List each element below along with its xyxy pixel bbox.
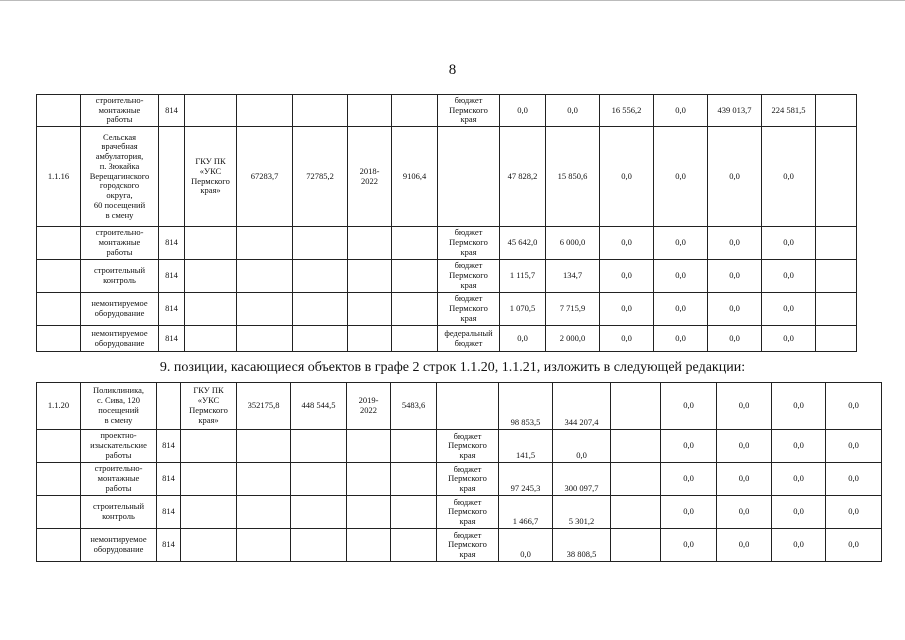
table-cell (157, 383, 181, 430)
table-cell: 0,0 (826, 430, 882, 463)
table-cell: 0,0 (661, 383, 717, 430)
table-cell (391, 496, 437, 529)
table-cell (816, 260, 857, 293)
table-cell: 0,0 (826, 496, 882, 529)
table-cell: 0,0 (708, 293, 762, 326)
table-cell: 814 (159, 260, 185, 293)
table-cell: 2 000,0 (546, 326, 600, 352)
table-cell (237, 227, 293, 260)
table-cell: 448 544,5 (291, 383, 347, 430)
table-cell: 352175,8 (237, 383, 291, 430)
table-cell (37, 326, 81, 352)
table-cell: бюджет Пермского края (438, 227, 500, 260)
table-cell: 814 (159, 95, 185, 127)
table-cell (291, 430, 347, 463)
table-cell (347, 430, 391, 463)
page-number: 8 (448, 62, 457, 78)
table-cell: 1 466,7 (499, 496, 553, 529)
table-cell: Поликлиника, с. Сива, 120 посещений в смену (81, 383, 157, 430)
table-cell: 97 245,3 (499, 463, 553, 496)
table-cell (185, 293, 237, 326)
table-cell (291, 529, 347, 562)
table-cell (347, 496, 391, 529)
table-cell (237, 430, 291, 463)
table-cell: 0,0 (600, 227, 654, 260)
table-cell: 814 (157, 430, 181, 463)
table-cell (293, 293, 348, 326)
table-cell: 0,0 (708, 326, 762, 352)
table-cell: строительно- монтажные работы (81, 463, 157, 496)
table-cell (392, 260, 438, 293)
table-cell: 0,0 (826, 383, 882, 430)
table-cell (816, 293, 857, 326)
table-cell (237, 463, 291, 496)
table-cell: 2019- 2022 (347, 383, 391, 430)
table-row (37, 227, 857, 260)
table-cell: 0,0 (708, 260, 762, 293)
table-row (37, 260, 857, 293)
table-cell (611, 496, 661, 529)
table-cell: 0,0 (661, 463, 717, 496)
table-cell (237, 496, 291, 529)
table-cell: 439 013,7 (708, 95, 762, 127)
table-cell: 0,0 (717, 463, 772, 496)
table-cell (391, 529, 437, 562)
table-cell (348, 326, 392, 352)
table-cell (181, 430, 237, 463)
table-row (37, 293, 857, 326)
table-cell: 1 115,7 (500, 260, 546, 293)
table-cell (181, 463, 237, 496)
table-cell: 7 715,9 (546, 293, 600, 326)
table-cell (816, 127, 857, 227)
table-cell: 814 (159, 326, 185, 352)
table-cell (348, 95, 392, 127)
table-cell (237, 293, 293, 326)
table-cell (348, 293, 392, 326)
table-cell (237, 260, 293, 293)
table-cell: 72785,2 (293, 127, 348, 227)
table-cell (816, 227, 857, 260)
table-cell: 0,0 (500, 95, 546, 127)
table-cell: 0,0 (717, 529, 772, 562)
table-cell: 0,0 (600, 127, 654, 227)
table-cell (37, 496, 81, 529)
table-cell: 0,0 (772, 529, 826, 562)
table-cell: 814 (159, 293, 185, 326)
table-cell: 0,0 (546, 95, 600, 127)
table-cell: 0,0 (762, 127, 816, 227)
table-cell (291, 463, 347, 496)
table-cell: 0,0 (826, 463, 882, 496)
table-cell (37, 260, 81, 293)
table-cell (185, 227, 237, 260)
table-cell: 0,0 (772, 430, 826, 463)
section-heading: 9. позиции, касающиеся объектов в графе 2 строк 1.1.20, 1.1.21, изложить в следующей редакции: (159, 360, 746, 375)
table-cell: 814 (157, 496, 181, 529)
table-cell (37, 463, 81, 496)
table-cell: 0,0 (600, 293, 654, 326)
table-row (37, 127, 857, 227)
table-cell: 814 (159, 227, 185, 260)
table-cell (816, 326, 857, 352)
table-cell: 814 (157, 463, 181, 496)
table-cell: 224 581,5 (762, 95, 816, 127)
table-cell: 16 556,2 (600, 95, 654, 127)
table-cell (347, 463, 391, 496)
table-cell (392, 227, 438, 260)
table-cell (237, 529, 291, 562)
table-cell (37, 293, 81, 326)
table-cell: немонтируемое оборудование (81, 326, 159, 352)
table-cell (611, 383, 661, 430)
table-cell: 0,0 (600, 326, 654, 352)
table-cell (438, 127, 500, 227)
table-cell: 0,0 (654, 293, 708, 326)
table-cell: бюджет Пермского края (438, 260, 500, 293)
table-cell: 0,0 (654, 227, 708, 260)
table-cell: бюджет Пермского края (437, 496, 499, 529)
table-cell (181, 529, 237, 562)
table-cell: бюджет Пермского края (437, 529, 499, 562)
table-cell: 5 301,2 (553, 496, 611, 529)
table-cell: 0,0 (661, 529, 717, 562)
table-cell (291, 496, 347, 529)
table-cell: 0,0 (661, 430, 717, 463)
table-cell (816, 95, 857, 127)
table-cell: 134,7 (546, 260, 600, 293)
table-cell: 0,0 (762, 260, 816, 293)
table-cell: 45 642,0 (500, 227, 546, 260)
table-cell: 2018- 2022 (348, 127, 392, 227)
table-cell: 0,0 (826, 529, 882, 562)
table-cell: 67283,7 (237, 127, 293, 227)
table-cell (237, 95, 293, 127)
table-cell (293, 326, 348, 352)
table-cell (347, 529, 391, 562)
table-cell: 0,0 (654, 326, 708, 352)
table-cell (159, 127, 185, 227)
table-cell: 0,0 (661, 496, 717, 529)
table-cell (181, 496, 237, 529)
table-cell: ГКУ ПК «УКС Пермского края» (181, 383, 237, 430)
table-cell: 0,0 (717, 383, 772, 430)
table-cell: 141,5 (499, 430, 553, 463)
table-cell: 1 070,5 (500, 293, 546, 326)
table-cell (611, 463, 661, 496)
table-cell: строительный контроль (81, 496, 157, 529)
table-row (37, 326, 857, 352)
table-cell (37, 95, 81, 127)
table-cell: бюджет Пермского края (437, 463, 499, 496)
table-cell: 0,0 (654, 95, 708, 127)
table-cell: 47 828,2 (500, 127, 546, 227)
table-row (37, 430, 882, 463)
table-cell: 0,0 (717, 496, 772, 529)
table-row (37, 383, 882, 430)
table-cell (293, 95, 348, 127)
table-cell: 1.1.20 (37, 383, 81, 430)
table-cell (437, 383, 499, 430)
table-row (37, 496, 882, 529)
page-top-rule (0, 0, 905, 1)
table-cell: 0,0 (654, 127, 708, 227)
table-cell: строительно- монтажные работы (81, 95, 159, 127)
table-cell (611, 529, 661, 562)
table-cell: 0,0 (500, 326, 546, 352)
table-cell: 38 808,5 (553, 529, 611, 562)
table-cell: 0,0 (772, 383, 826, 430)
table-cell: 300 097,7 (553, 463, 611, 496)
table-cell: 0,0 (762, 326, 816, 352)
table-cell (392, 326, 438, 352)
table-cell: 0,0 (600, 260, 654, 293)
table-cell (391, 430, 437, 463)
table-cell: федеральный бюджет (438, 326, 500, 352)
table-cell: 0,0 (553, 430, 611, 463)
table-cell: 5483,6 (391, 383, 437, 430)
table-cell: 0,0 (499, 529, 553, 562)
table-cell (37, 430, 81, 463)
table-cell: бюджет Пермского края (437, 430, 499, 463)
table-cell (348, 227, 392, 260)
table-cell: строительный контроль (81, 260, 159, 293)
table-cell (392, 95, 438, 127)
table-cell: 0,0 (717, 430, 772, 463)
table-cell: 1.1.16 (37, 127, 81, 227)
table-cell: бюджет Пермского края (438, 95, 500, 127)
table-cell: 0,0 (772, 463, 826, 496)
table-cell: 344 207,4 (553, 383, 611, 430)
table-cell (237, 326, 293, 352)
table-row (37, 463, 882, 496)
table-cell (185, 95, 237, 127)
table-cell: 0,0 (772, 496, 826, 529)
table-row (37, 95, 857, 127)
table-cell: 6 000,0 (546, 227, 600, 260)
table-cell: немонтируемое оборудование (81, 529, 157, 562)
table-cell: бюджет Пермского края (438, 293, 500, 326)
table-continuation (36, 94, 857, 352)
table-cell: 0,0 (762, 293, 816, 326)
table-cell: 814 (157, 529, 181, 562)
table-cell (185, 326, 237, 352)
table-cell (37, 227, 81, 260)
table-cell: 98 853,5 (499, 383, 553, 430)
table-row (37, 529, 882, 562)
table-cell (293, 260, 348, 293)
table-cell: строительно- монтажные работы (81, 227, 159, 260)
table-cell: 0,0 (654, 260, 708, 293)
table-cell (293, 227, 348, 260)
table-cell (348, 260, 392, 293)
table-new-edition (36, 382, 882, 562)
table-cell: 15 850,6 (546, 127, 600, 227)
table-cell (185, 260, 237, 293)
table-cell: 9106,4 (392, 127, 438, 227)
table-cell: Сельская врачебная амбулатория, п. Зюкайка Верещагинского городского округа, 60 посещений в смену (81, 127, 159, 227)
table-cell: 0,0 (708, 127, 762, 227)
table-cell (611, 430, 661, 463)
table-cell (391, 463, 437, 496)
table-cell: немонтируемое оборудование (81, 293, 159, 326)
table-cell: ГКУ ПК «УКС Пермского края» (185, 127, 237, 227)
table-cell: 0,0 (708, 227, 762, 260)
table-cell (392, 293, 438, 326)
table-cell: проектно- изыскательские работы (81, 430, 157, 463)
table-cell (37, 529, 81, 562)
table-cell: 0,0 (762, 227, 816, 260)
